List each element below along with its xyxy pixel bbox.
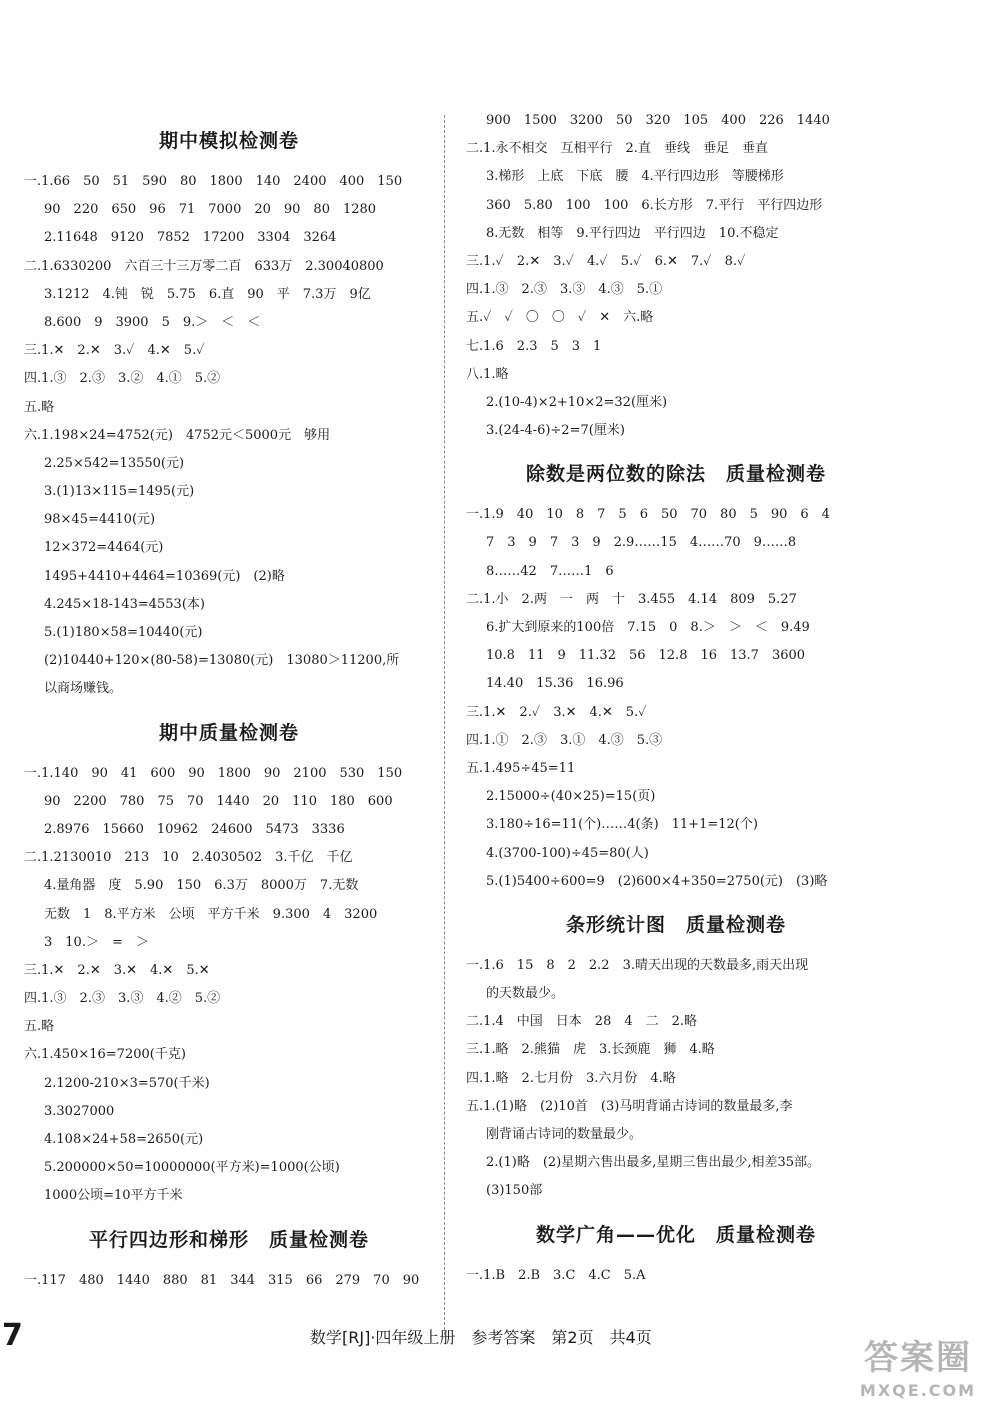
answer-line: 三.1.✕ 2.✕ 3.✓ 4.✕ 5.✓ (24, 343, 205, 359)
answer-line: 三.1.略 2.熊猫 虎 3.长颈鹿 狮 4.略 (466, 1042, 715, 1058)
answer-line: (3)150部 (486, 1183, 543, 1199)
answer-line: 四.1.略 2.七月份 3.六月份 4.略 (466, 1070, 676, 1086)
answer-line: 3.梯形 上底 下底 腰 4.平行四边形 等腰梯形 (486, 169, 784, 185)
answer-line: 10.8 11 9 11.32 56 12.8 16 13.7 3600 (486, 648, 806, 664)
answer-line: 4.(3700-100)÷45=80(人) (486, 845, 649, 861)
watermark-logo (858, 1335, 978, 1413)
right-column (466, 107, 886, 1290)
answer-line: 二.1.6330200 六百三十三万零二百 633万 2.30040800 (24, 258, 384, 274)
section-title: 数学广角——优化 质量检测卷 (535, 1223, 816, 1246)
section-title: 除数是两位数的除法 质量检测卷 (525, 463, 826, 486)
answer-line: 四.1.③ 2.③ 3.③ 4.② 5.② (24, 991, 221, 1007)
answer-line: 二.1.小 2.两 一 两 十 3.455 4.14 809 5.27 (466, 591, 797, 607)
answer-line: 5.200000×50=10000000(平方米)=1000(公顷) (44, 1160, 340, 1176)
answer-line: 8……42 7……1 6 (486, 563, 614, 579)
answer-line: 四.1.③ 2.③ 3.③ 4.③ 5.① (466, 282, 663, 298)
answer-line: 3.(1)13×115=1495(元) (44, 484, 195, 500)
page-footer: 数学[RJ]·四年级上册 参考答案 第2页 共4页 (310, 1328, 652, 1347)
answer-line: 2.11648 9120 7852 17200 3304 3264 (44, 230, 337, 246)
answer-line: 六.1.198×24=4752(元) 4752元＜5000元 够用 (24, 427, 331, 443)
answer-line: 8.600 9 3900 5 9.＞ ＜ ＜ (44, 314, 261, 330)
answer-line: 900 1500 3200 50 320 105 400 226 1440 (486, 113, 830, 128)
answer-line: 3.180÷16=11(个)……4(条) 11+1=12(个) (486, 817, 758, 833)
answer-line: 3.(24-4-6)÷2=7(厘米) (486, 423, 625, 439)
answer-line: 4.量角器 度 5.90 150 6.3万 8000万 7.无数 (44, 878, 359, 894)
answer-line: 三.1.✕ 2.✓ 3.✕ 4.✕ 5.✓ (466, 704, 647, 720)
answer-line: 5.(1)180×58=10440(元) (44, 625, 203, 640)
answer-line: 以商场赚钱。 (44, 681, 123, 697)
answer-line: 三.1.✓ 2.✕ 3.✓ 4.✓ 5.✓ 6.✕ 7.✓ 8.✓ (466, 253, 746, 269)
answer-line: 2.1200-210×3=570(千米) (44, 1075, 210, 1091)
answer-line: 七.1.6 2.3 5 3 1 (466, 338, 602, 354)
answer-line: 2.8976 15660 10962 24600 5473 3336 (44, 821, 345, 837)
answer-line: 2.(1)略 (2)星期六售出最多,星期三售出最少,相差35部。 (486, 1155, 821, 1171)
answer-line: 一.1.140 90 41 600 90 1800 90 2100 530 150 (24, 765, 403, 781)
answer-line: 8.无数 相等 9.平行四边 平行四边 10.不稳定 (486, 225, 779, 241)
answer-line: 一.1.66 50 51 590 80 1800 140 2400 400 150 (24, 174, 403, 189)
answer-line: 98×45=4410(元) (44, 512, 156, 528)
answer-line: 二.1.永不相交 互相平行 2.直 垂线 垂足 垂直 (466, 141, 768, 157)
answer-line: 三.1.✕ 2.✕ 3.✕ 4.✕ 5.✕ (24, 962, 210, 978)
answer-line: 2.(10-4)×2+10×2=32(厘米) (486, 394, 668, 410)
answer-line: 二.1.2130010 213 10 2.4030502 3.千亿 千亿 (24, 850, 353, 866)
answer-line: 五.略 (24, 399, 55, 415)
answer-line: 五.略 (24, 1019, 55, 1035)
left-column (24, 112, 434, 1295)
answer-line: 6.扩大到原来的100倍 7.15 0 8.＞ ＞ ＜ 9.49 (486, 620, 810, 635)
page-number: 7 (2, 1318, 23, 1353)
answer-line: 四.1.③ 2.③ 3.② 4.① 5.② (24, 371, 221, 387)
section-title: 期中模拟检测卷 (158, 130, 299, 152)
answer-line: 4.245×18-143=4553(本) (44, 596, 205, 612)
answer-line: 四.1.① 2.③ 3.① 4.③ 5.③ (466, 732, 663, 748)
answer-line: 二.1.4 中国 日本 28 4 二 2.略 (466, 1014, 698, 1030)
answer-line: 90 2200 780 75 70 1440 20 110 180 600 (44, 793, 393, 809)
answer-line: 一.1.B 2.B 3.C 4.C 5.A (466, 1267, 646, 1283)
answer-line: 八.1.略 (466, 366, 509, 382)
section-title: 期中质量检测卷 (158, 721, 299, 744)
answer-line: 12×372=4464(元) (44, 540, 164, 556)
answer-line: 一.1.9 40 10 8 7 5 6 50 70 80 5 90 6 4 (466, 507, 830, 523)
answer-line: 2.15000÷(40×25)=15(页) (486, 789, 656, 805)
answer-line: 五.✓ ✓ 〇 〇 ✓ ✕ 六.略 (466, 310, 654, 326)
answer-line: 90 220 650 96 71 7000 20 90 80 1280 (44, 202, 377, 218)
watermark-top: 答案圈 (864, 1338, 972, 1378)
answer-line: 2.25×542=13550(元) (44, 455, 185, 471)
answer-line: 3.1212 4.钝 锐 5.75 6.直 90 平 7.3万 9亿 (44, 286, 371, 302)
answer-line: 1000公顷=10平方千米 (44, 1188, 183, 1204)
answer-line: 六.1.450×16=7200(千克) (24, 1047, 186, 1063)
answer-line: 五.1.(1)略 (2)10首 (3)马明背诵古诗词的数量最多,李 (466, 1098, 793, 1114)
answer-line: 刚背诵古诗词的数量最少。 (486, 1127, 643, 1142)
answer-line: 的天数最少。 (486, 986, 565, 1002)
answer-line: 14.40 15.36 16.96 (486, 676, 624, 692)
answer-line: 1495+4410+4464=10369(元) (2)略 (44, 568, 285, 584)
answer-line: (2)10440+120×(80-58)=13080(元) 13080＞11200,所 (44, 653, 400, 669)
column-divider (444, 115, 445, 1335)
section-title: 平行四边形和梯形 质量检测卷 (88, 1228, 369, 1251)
answer-line: 360 5.80 100 100 6.长方形 7.平行 平行四边形 (486, 197, 823, 213)
answer-line: 4.108×24+58=2650(元) (44, 1132, 204, 1147)
answer-line: 一.1.6 15 8 2 2.2 3.晴天出现的天数最多,雨天出现 (466, 957, 809, 973)
answer-line: 3.3027000 (44, 1103, 115, 1119)
answer-line: 一.117 480 1440 880 81 344 315 66 279 70 90 (24, 1272, 420, 1288)
answer-line: 无数 1 8.平方米 公顷 平方千米 9.300 4 3200 (44, 906, 378, 922)
answer-line: 五.1.495÷45=11 (466, 760, 576, 776)
section-title: 条形统计图 质量检测卷 (565, 913, 786, 936)
answer-line: 5.(1)5400÷600=9 (2)600×4+350=2750(元) (3)略 (486, 873, 828, 889)
watermark-bottom: MXQE.COM (859, 1381, 977, 1400)
answer-line: 7 3 9 7 3 9 2.9……15 4……70 9……8 (486, 535, 797, 551)
answer-line: 3 10.＞ = ＞ (44, 934, 149, 950)
